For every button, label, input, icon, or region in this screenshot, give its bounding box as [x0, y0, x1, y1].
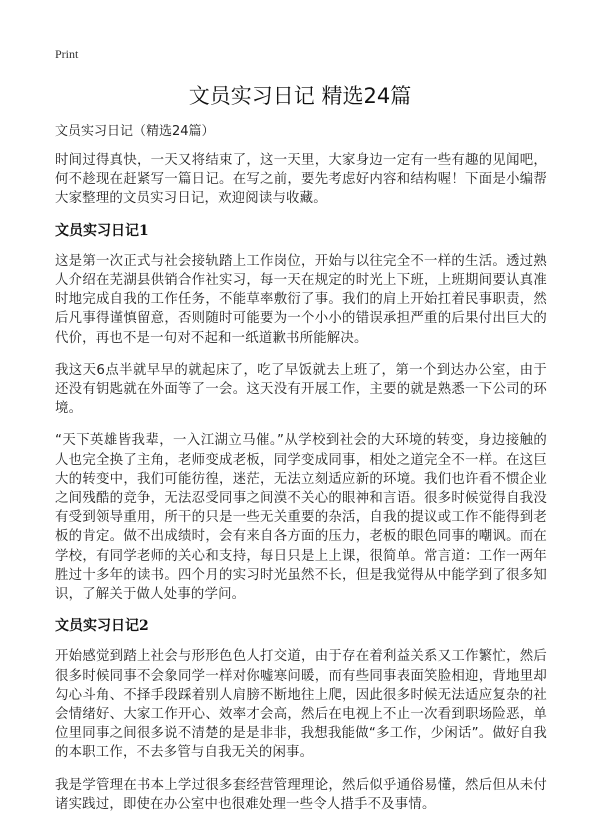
- page-subtitle: 文员实习日记（精选24篇）: [55, 124, 215, 139]
- section-heading-1: 文员实习日记1: [55, 222, 149, 239]
- section-1-paragraph-2: 我这天6点半就早早的就起床了，吃了早饭就去上班了，第一个到达办公室，由于还没有钥匙就在外面等了一会。这天没有开展工作，主要的就是熟悉一下公司的环境。: [55, 362, 547, 417]
- section-1-paragraph-1: 这是第一次正式与社会接轨踏上工作岗位，开始与以往完全不一样的生活。透过熟人介绍在芜湖县供销合作社实习，每一天在规定的时光上下班，上班期间要认真准时地完成自我的工作任务，不能草率敷衍了事。我们的肩上开始扛着民事职责，然后凡事得谨慎留意，否则随时可能要为一个小小的错误承担严重的后果付出巨大的代价，再也不是一句对不起和一纸道歉书所能解决。: [55, 253, 547, 346]
- section-1-paragraph-3: “天下英雄皆我辈，一入江湖立马催。”从学校到社会的大环境的转变，身边接触的人也完全换了主角，老师变成老板，同学变成同事，相处之道完全不一样。在这巨大的转变中，我们可能彷徨，迷茫，无法立刻适应新的环境。我们也许看不惯企业之间残酷的竞争，无法忍受同事之间漠不关心的眼神和言语。很多时候觉得自我没有受到领导重用，所干的只是一些无关重要的杂活，自我的提议或工作不能得到老板的肯定。做不出成绩时，会有来自各方面的压力，老板的眼色同事的嘲讽。而在学校，有同学老师的关心和支持，每日只是上上课，很简单。常言道：工作一两年胜过十多年的读书。四个月的实习时光虽然不长，但是我觉得从中能学到了很多知识，了解关于做人处事的学问。: [55, 433, 547, 603]
- document-body: [55, 151, 547, 827]
- print-label[interactable]: Print: [55, 47, 79, 61]
- intro-paragraph: 时间过得真快，一天又将结束了，这一天里，大家身边一定有一些有趣的见闻吧，何不趁现在赶紧写一篇日记。在写之前，要先考虑好内容和结构喔！下面是小编帮大家整理的文员实习日记，欢迎阅读与收藏。: [55, 153, 547, 207]
- page-title: 文员实习日记 精选24篇: [188, 84, 412, 108]
- section-heading-2: 文员实习日记2: [55, 618, 149, 635]
- section-2-paragraph-2: 我是学管理在书本上学过很多套经营管理理论，然后似乎通俗易懂，然后但从未付诸实践过，即使在办公室中也很难处理一些令人措手不及事情。: [55, 777, 547, 812]
- section-2-paragraph-1: 开始感觉到踏上社会与形形色色人打交道，由于存在着利益关系又工作繁忙，然后很多时候同事不会象同学一样对你嘘寒问暖，而有些同事表面笑脸相迎，背地里却勾心斗角、不择手段踩着别人肩膀不断地往上爬，因此很多时候无法适应复杂的社会情绪好、大家工作开心、效率才会高，然后在电视上不止一次看到职场险恶，单位里同事之间很多说不清楚的是是非非，我想我能做“多工作，少闲话”。做好自我的本职工作，不去多管与自我无关的闲事。: [55, 649, 547, 761]
